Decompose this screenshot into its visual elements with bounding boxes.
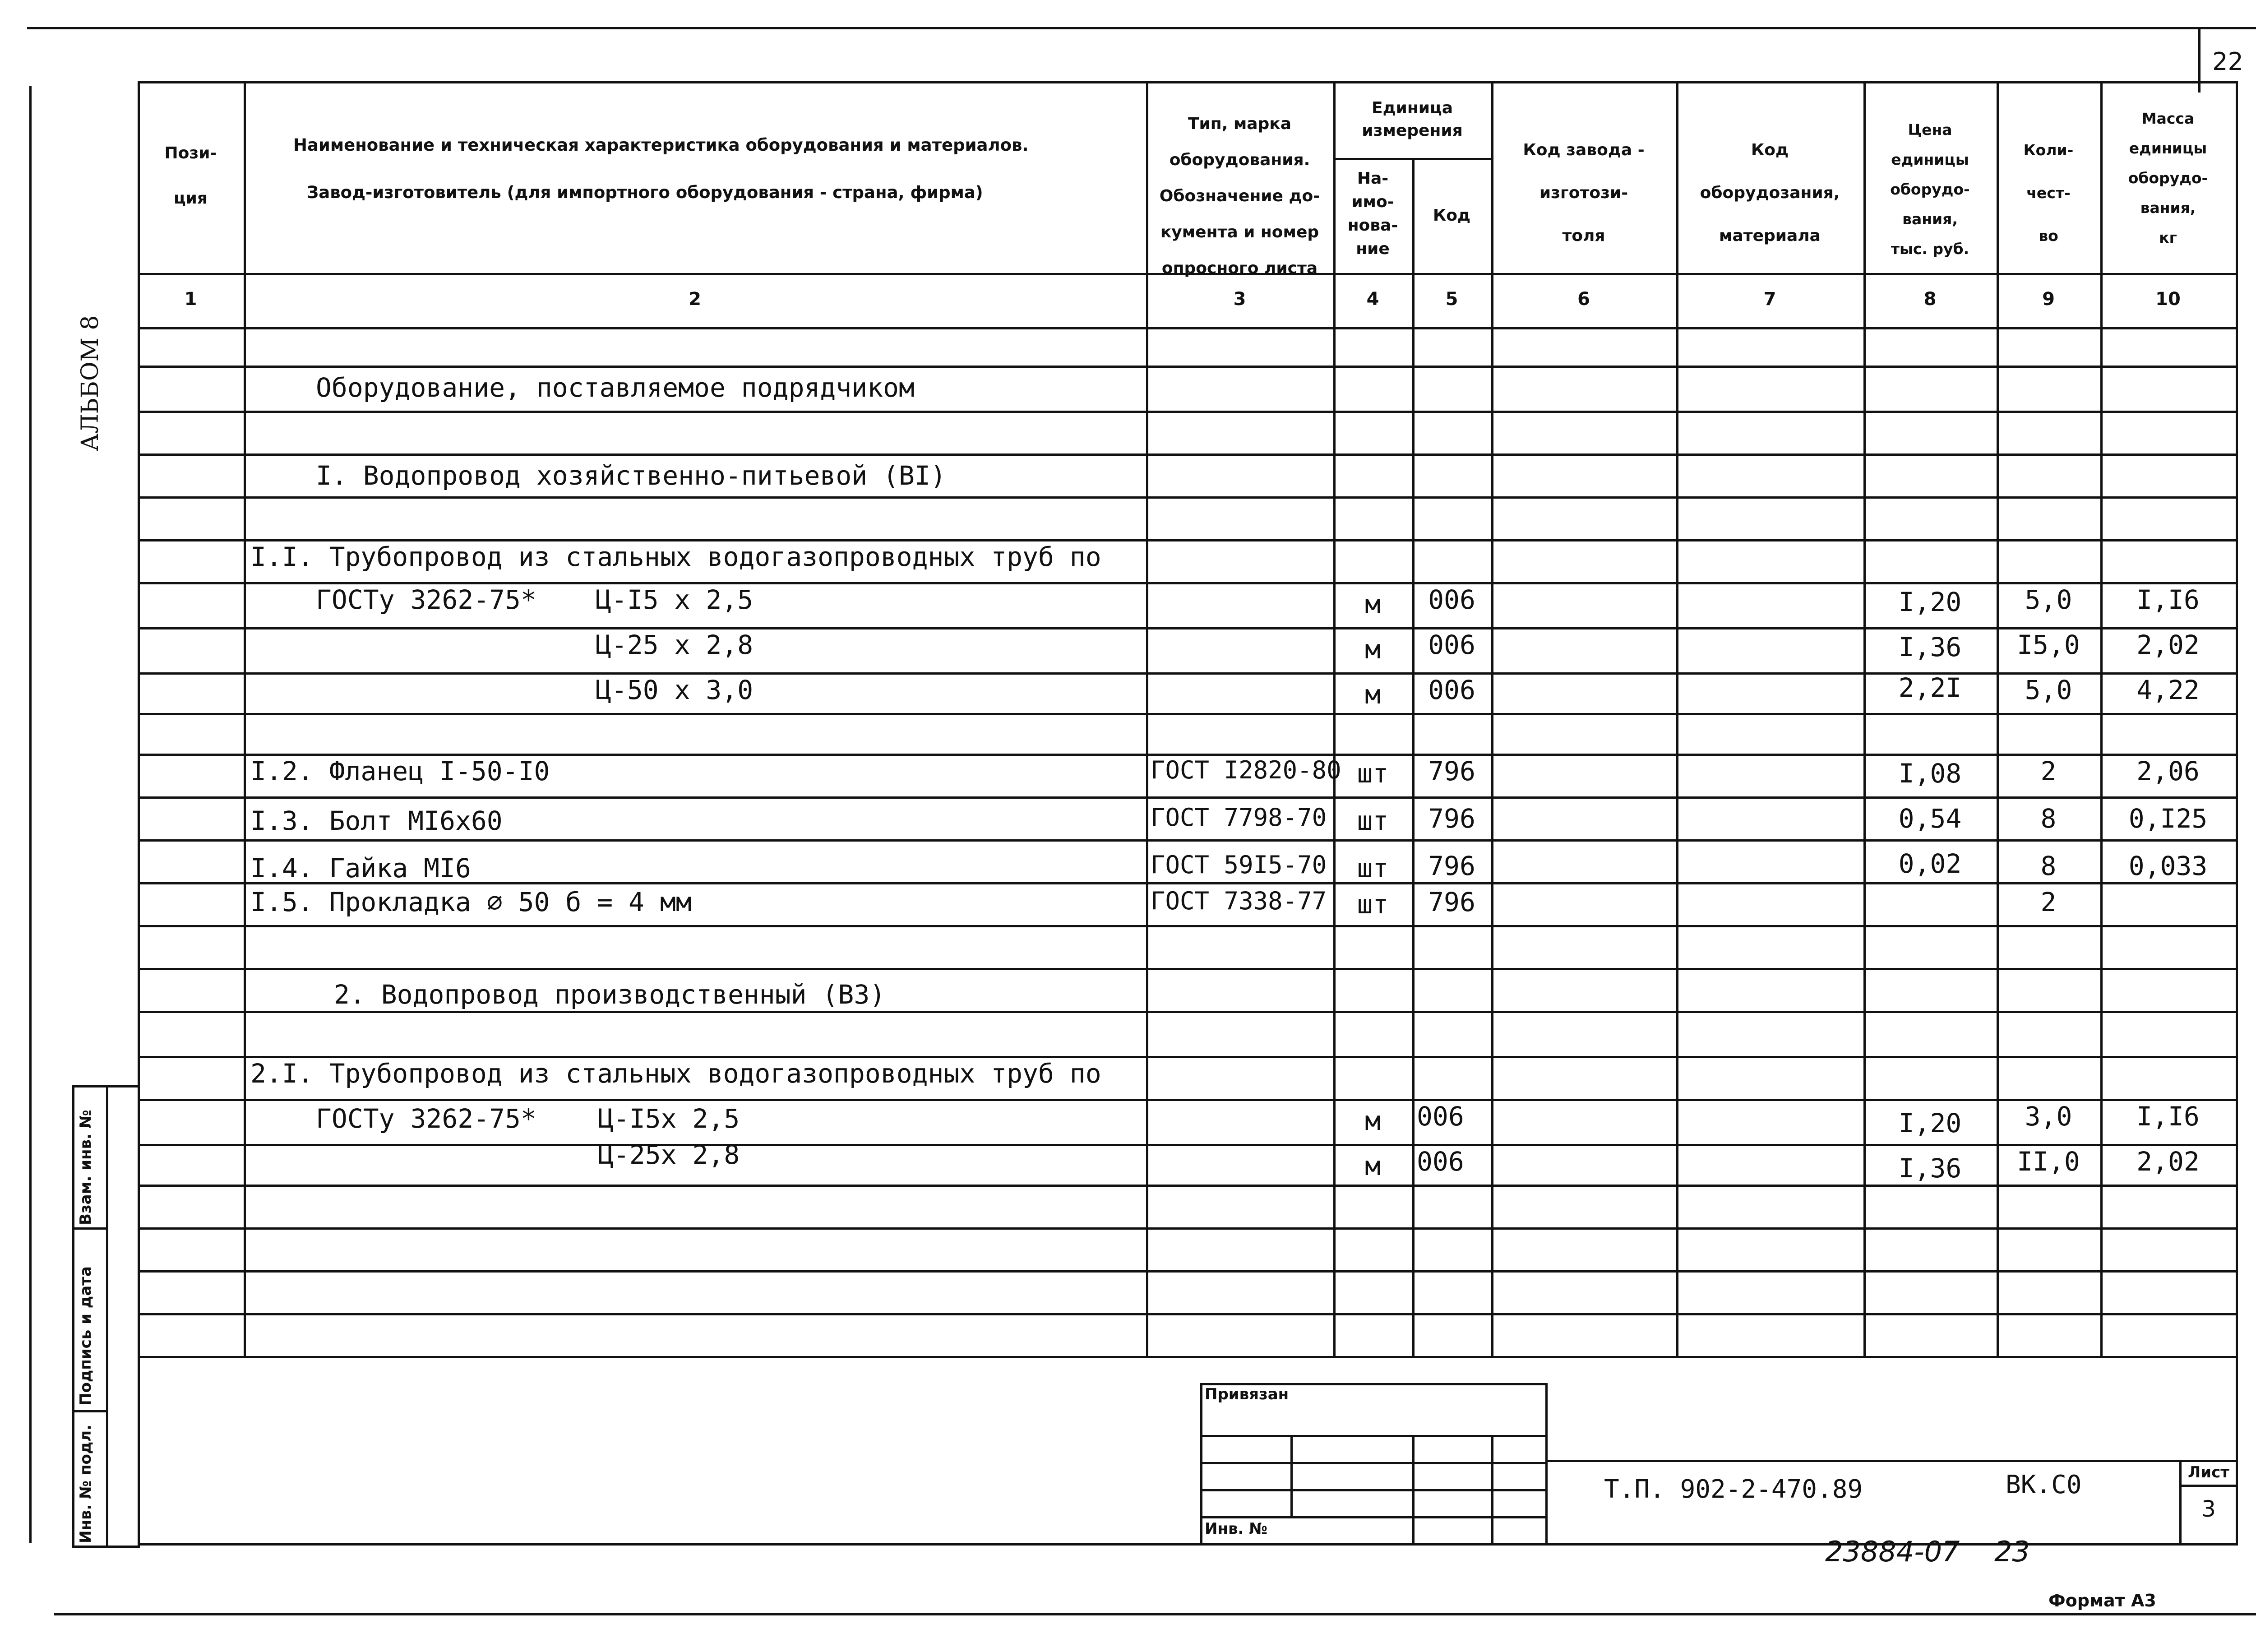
item-2-1a-price: I,20: [1898, 1108, 1962, 1138]
col-number-3: 3: [1233, 289, 1246, 310]
item-1-2-code: 796: [1428, 756, 1475, 787]
item-1-4-price: 0,02: [1898, 848, 1962, 879]
item-1-3-name: I.3. Болт МI6х60: [250, 805, 503, 836]
row-line: [138, 1099, 2238, 1101]
item-2-1b-unit: м: [1365, 1151, 1381, 1181]
item-1-4-code: 796: [1428, 851, 1475, 881]
frame-top-line: [27, 27, 2256, 29]
row-line: [138, 627, 2238, 629]
stamp-row: [1200, 1489, 1545, 1491]
header-unit-price: Цена единицы оборудо- вания, тыс. руб.: [1890, 121, 1970, 258]
stamp-col: [1491, 1435, 1493, 1546]
frame-bottom-line: [54, 1613, 2256, 1615]
row-line: [138, 366, 2238, 368]
header-equipment-code: Код оборудозания, материала: [1700, 141, 1840, 245]
side-stamp-sep1: [72, 1227, 108, 1230]
item-1-3-code: 796: [1428, 803, 1475, 834]
col-number-1: 1: [184, 289, 197, 310]
stamp-linked-label: Привязан: [1205, 1385, 1289, 1403]
item-1-1b-unit: м: [1365, 634, 1381, 665]
col-number-2: 2: [689, 289, 701, 310]
item-1-3-unit: шт: [1357, 805, 1389, 836]
stamp-inv-label: Инв. №: [1205, 1520, 1268, 1538]
stamp-row: [1200, 1435, 1545, 1437]
frame-left-line: [29, 86, 32, 1543]
item-1-3-qty: 8: [2040, 803, 2057, 834]
stamp-row: [1200, 1462, 1545, 1464]
item-1-3-price: 0,54: [1898, 803, 1962, 834]
item-2-1-name: 2.I. Трубопровод из стальных водогазопроводных труб по: [250, 1058, 1101, 1089]
sheet-cell-divider: [2179, 1485, 2236, 1487]
col-number-10: 10: [2155, 289, 2181, 310]
item-2-1b-mass: 2,02: [2136, 1146, 2200, 1177]
item-2-1b-qty: II,0: [2017, 1146, 2080, 1177]
item-1-2-unit: шт: [1357, 758, 1389, 789]
archive-number: 23884-07: [1825, 1535, 1960, 1568]
side-stamp-sep2: [72, 1410, 108, 1412]
item-1-5-doc: ГОСТ 7338-77: [1151, 887, 1327, 915]
row-line: [138, 925, 2238, 927]
row-line: [138, 1227, 2238, 1230]
header-unit-code: Код: [1433, 206, 1471, 225]
item-2-1a-code: 006: [1417, 1101, 1464, 1132]
titleblock-top: [1545, 1460, 2236, 1462]
table-top: [138, 81, 2238, 83]
row-line: [138, 496, 2238, 499]
item-1-2-name: I.2. Фланец I-50-I0: [250, 756, 550, 787]
document-code: Т.П. 902-2-470.89: [1604, 1475, 1863, 1504]
item-2-1a-unit: м: [1365, 1106, 1381, 1136]
unit-group-divider: [1333, 158, 1491, 160]
item-1-4-unit: шт: [1357, 853, 1389, 884]
header-unit-name: На- имо- нова- ние: [1347, 169, 1398, 258]
row-line: [138, 968, 2238, 970]
item-2-1a-mass: I,I6: [2136, 1101, 2200, 1132]
item-1-1c-price: 2,2I: [1898, 672, 1962, 703]
header-type: Тип, марка оборудования. Обозначение до- кумента и номер опросного листа: [1159, 115, 1320, 278]
document-mark: ВК.С0: [2006, 1470, 2082, 1499]
header-position: Пози- ция: [164, 144, 217, 208]
archive-page: 23: [1994, 1535, 2030, 1568]
item-1-4-mass: 0,033: [2128, 851, 2208, 881]
table-bottom: [138, 1356, 2238, 1358]
item-1-5-code: 796: [1428, 887, 1475, 917]
item-1-4-qty: 8: [2040, 851, 2057, 881]
sheet-number: 22: [2212, 47, 2243, 76]
item-1-1a-mass: I,I6: [2136, 584, 2200, 615]
item-1-1c-code: 006: [1428, 675, 1475, 705]
item-1-4-doc: ГОСТ 59I5-70: [1151, 851, 1327, 879]
item-1-1a-qty: 5,0: [2025, 584, 2072, 615]
item-1-1-name: I.I. Трубопровод из стальных водогазопроводных труб по: [250, 541, 1101, 572]
col-number-9: 9: [2042, 289, 2055, 310]
item-2-1a-qty: 3,0: [2025, 1101, 2072, 1132]
item-1-2-doc: ГОСТ I2820-80: [1151, 756, 1341, 784]
item-1-1c-spec: Ц-50 х 3,0: [596, 675, 754, 705]
side-stamp-left: [72, 1085, 74, 1546]
stamp-left: [1200, 1383, 1202, 1546]
row-line: [138, 1313, 2238, 1315]
item-1-1b-spec: Ц-25 х 2,8: [596, 629, 754, 660]
item-2-1b-code: 006: [1417, 1146, 1464, 1177]
item-1-2-price: I,08: [1898, 758, 1962, 789]
stamp-col: [1290, 1435, 1293, 1516]
row-line: [138, 1144, 2238, 1146]
item-1-4-name: I.4. Гайка МI6: [250, 853, 471, 884]
item-1-1c-unit: м: [1365, 679, 1381, 710]
sheet-value: 3: [2201, 1496, 2216, 1522]
col-line-1: [244, 81, 246, 1356]
stamp-right: [1545, 1383, 1548, 1546]
stamp-col: [1412, 1435, 1415, 1546]
format-label: Формат А3: [2048, 1591, 2156, 1610]
item-1-1c-mass: 4,22: [2136, 675, 2200, 705]
side-field-replace-inv: Взам. инв. №: [77, 1110, 95, 1225]
row-line: [138, 453, 2238, 456]
header-factory-code: Код завода - изготози- толя: [1523, 141, 1645, 245]
item-1-5-name: I.5. Прокладка ∅ 50 б = 4 мм: [250, 887, 692, 917]
item-1-1-gost: ГОСТу 3262-75*: [316, 584, 536, 615]
item-1-1b-mass: 2,02: [2136, 629, 2200, 660]
item-1-1a-price: I,20: [1898, 587, 1962, 617]
item-1-5-unit: шт: [1357, 889, 1389, 920]
item-2-1b-price: I,36: [1898, 1153, 1962, 1184]
item-1-1a-code: 006: [1428, 584, 1475, 615]
col-line-5: [1491, 81, 1493, 1356]
item-1-1c-qty: 5,0: [2025, 675, 2072, 705]
side-field-signature-date: Подпись и дата: [77, 1266, 95, 1406]
item-2-1b-spec: Ц-25х 2,8: [598, 1139, 740, 1170]
item-1-2-mass: 2,06: [2136, 756, 2200, 787]
row-line: [138, 839, 2238, 842]
album-label: АЛЬБОМ 8: [77, 315, 104, 451]
col-line-6: [1676, 81, 1678, 1356]
col-number-8: 8: [1923, 289, 1937, 310]
item-1-1a-spec: Ц-I5 х 2,5: [596, 584, 754, 615]
header-unit-mass: Масса единицы оборудо- вания, кг: [2128, 110, 2208, 246]
header-unit-group: Единица измерения: [1362, 99, 1463, 140]
item-1-1b-code: 006: [1428, 629, 1475, 660]
row-line: [138, 1270, 2238, 1273]
row-line: [138, 1011, 2238, 1013]
item-1-3-doc: ГОСТ 7798-70: [1151, 803, 1327, 832]
item-1-3-mass: 0,I25: [2128, 803, 2208, 834]
subsection-1-title: I. Водопровод хозяйственно-питьевой (ВI): [316, 460, 946, 491]
col-number-5: 5: [1445, 289, 1458, 310]
stamp-row: [1200, 1516, 1545, 1518]
side-stamp-bottom: [72, 1546, 140, 1548]
item-1-1b-price: I,36: [1898, 632, 1962, 662]
table-right: [2236, 81, 2238, 1546]
item-2-1a-spec: Ц-I5х 2,5: [598, 1103, 740, 1134]
item-1-1a-unit: м: [1365, 589, 1381, 620]
item-2-1-gost: ГОСТу 3262-75*: [316, 1103, 536, 1134]
header-name-line2: Завод-изготовитель (для импортного оборудования - страна, фирма): [307, 183, 983, 202]
side-stamp-top: [72, 1085, 140, 1087]
row-line: [138, 1185, 2238, 1187]
sheet-label: Лист: [2188, 1463, 2229, 1481]
row-line: [138, 796, 2238, 799]
colnum-bottom: [138, 327, 2238, 329]
col-number-6: 6: [1577, 289, 1590, 310]
side-field-inv-original: Инв. № подл.: [77, 1424, 95, 1543]
row-line: [138, 713, 2238, 715]
row-line: [138, 411, 2238, 413]
section-title: Оборудование, поставляемое подрядчиком: [316, 372, 915, 403]
item-1-2-qty: 2: [2040, 756, 2057, 787]
col-number-4: 4: [1366, 289, 1379, 310]
item-1-1b-qty: I5,0: [2017, 629, 2080, 660]
col-number-7: 7: [1763, 289, 1776, 310]
header-quantity: Коли- чест- во: [2023, 141, 2074, 245]
item-1-5-qty: 2: [2040, 887, 2057, 917]
subsection-2-title: 2. Водопровод производственный (В3): [334, 979, 886, 1010]
header-name-line1: Наименование и техническая характеристика оборудования и материалов.: [293, 135, 1029, 155]
side-stamp-mid: [106, 1085, 108, 1546]
